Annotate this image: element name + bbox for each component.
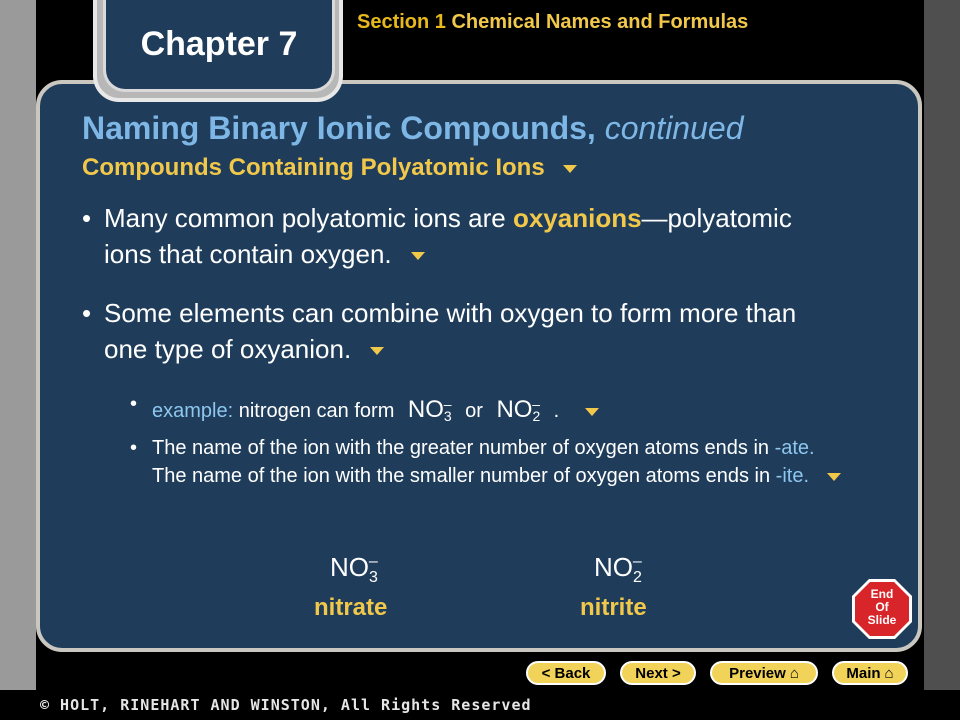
example-label: example: xyxy=(152,400,234,422)
formula-nitrate: $NO_3^-$ xyxy=(407,396,452,424)
bullet-text-post: —polyatomic ions that contain oxygen. xyxy=(104,203,792,269)
rule-bullet xyxy=(130,434,850,490)
copyright-text: © HOLT, RINEHART AND WINSTON, All Rights Reserved xyxy=(40,696,532,714)
back-button[interactable]: < Back xyxy=(526,661,606,685)
bullet-oxyanions xyxy=(82,200,812,272)
section-number: Section 1 xyxy=(357,11,446,33)
svg-text:End: End xyxy=(870,587,894,601)
home-icon: ⌂ xyxy=(884,664,894,682)
nitrate-label: nitrate xyxy=(314,594,388,621)
chapter-label: Chapter 7 xyxy=(140,25,298,63)
nav-bar xyxy=(526,661,908,685)
svg-text:Slide: Slide xyxy=(867,613,897,627)
advance-arrow-icon[interactable] xyxy=(370,347,384,355)
left-frame xyxy=(0,0,36,690)
example-end: . xyxy=(553,400,560,422)
suffix-ite: -ite. xyxy=(775,465,810,487)
section-heading xyxy=(357,8,797,36)
slide-title-continued: continued xyxy=(604,110,744,146)
advance-arrow-icon[interactable] xyxy=(411,252,425,260)
example-text: nitrogen can form xyxy=(238,400,395,422)
advance-arrow-icon[interactable] xyxy=(563,165,577,173)
bullet-text: Some elements can combine with oxygen to form more than one type of oxyanion. xyxy=(104,298,797,364)
chapter-tab xyxy=(103,0,335,92)
suffix-ate: -ate. xyxy=(774,437,815,459)
preview-button[interactable]: Preview ⌂ xyxy=(710,661,818,685)
example-bullet xyxy=(130,390,599,430)
slide-title-main: Naming Binary Ionic Compounds, xyxy=(82,110,596,146)
footer xyxy=(0,690,960,720)
main-button[interactable]: Main ⌂ xyxy=(832,661,908,685)
section-title: Chemical Names and Formulas xyxy=(451,11,749,33)
subtitle-text: Compounds Containing Polyatomic Ions xyxy=(82,154,545,181)
formula-nitrite: $NO_2^-$ xyxy=(496,396,541,424)
bullet-dot-icon: • xyxy=(82,298,92,328)
rule-text-2: The name of the ion with the smaller number of oxygen atoms ends in xyxy=(152,465,776,487)
keyword-oxyanions: oxyanions xyxy=(512,203,642,233)
bullet-dot-icon: • xyxy=(82,203,92,233)
right-frame xyxy=(924,0,960,690)
nitrite-label: nitrite xyxy=(580,594,647,621)
svg-text:Of: Of xyxy=(875,600,889,614)
nitrite-formula: $NO_2^-$ xyxy=(594,552,642,586)
bullet-dot-icon: • xyxy=(130,437,138,459)
home-icon: ⌂ xyxy=(789,664,799,682)
example-or: or xyxy=(465,400,483,422)
bullet-dot-icon: • xyxy=(130,393,138,415)
end-of-slide-icon[interactable] xyxy=(851,578,913,640)
next-button[interactable]: Next > xyxy=(620,661,696,685)
advance-arrow-icon[interactable] xyxy=(827,473,841,481)
slide-title xyxy=(82,110,912,147)
slide-subtitle xyxy=(82,154,577,182)
bullet-combine xyxy=(82,295,812,367)
nitrate-formula: $NO_3^-$ xyxy=(330,552,378,586)
rule-text-1: The name of the ion with the greater number of oxygen atoms ends in xyxy=(152,437,775,459)
bullet-text-pre: Many common polyatomic ions are xyxy=(104,203,513,233)
advance-arrow-icon[interactable] xyxy=(585,408,599,416)
